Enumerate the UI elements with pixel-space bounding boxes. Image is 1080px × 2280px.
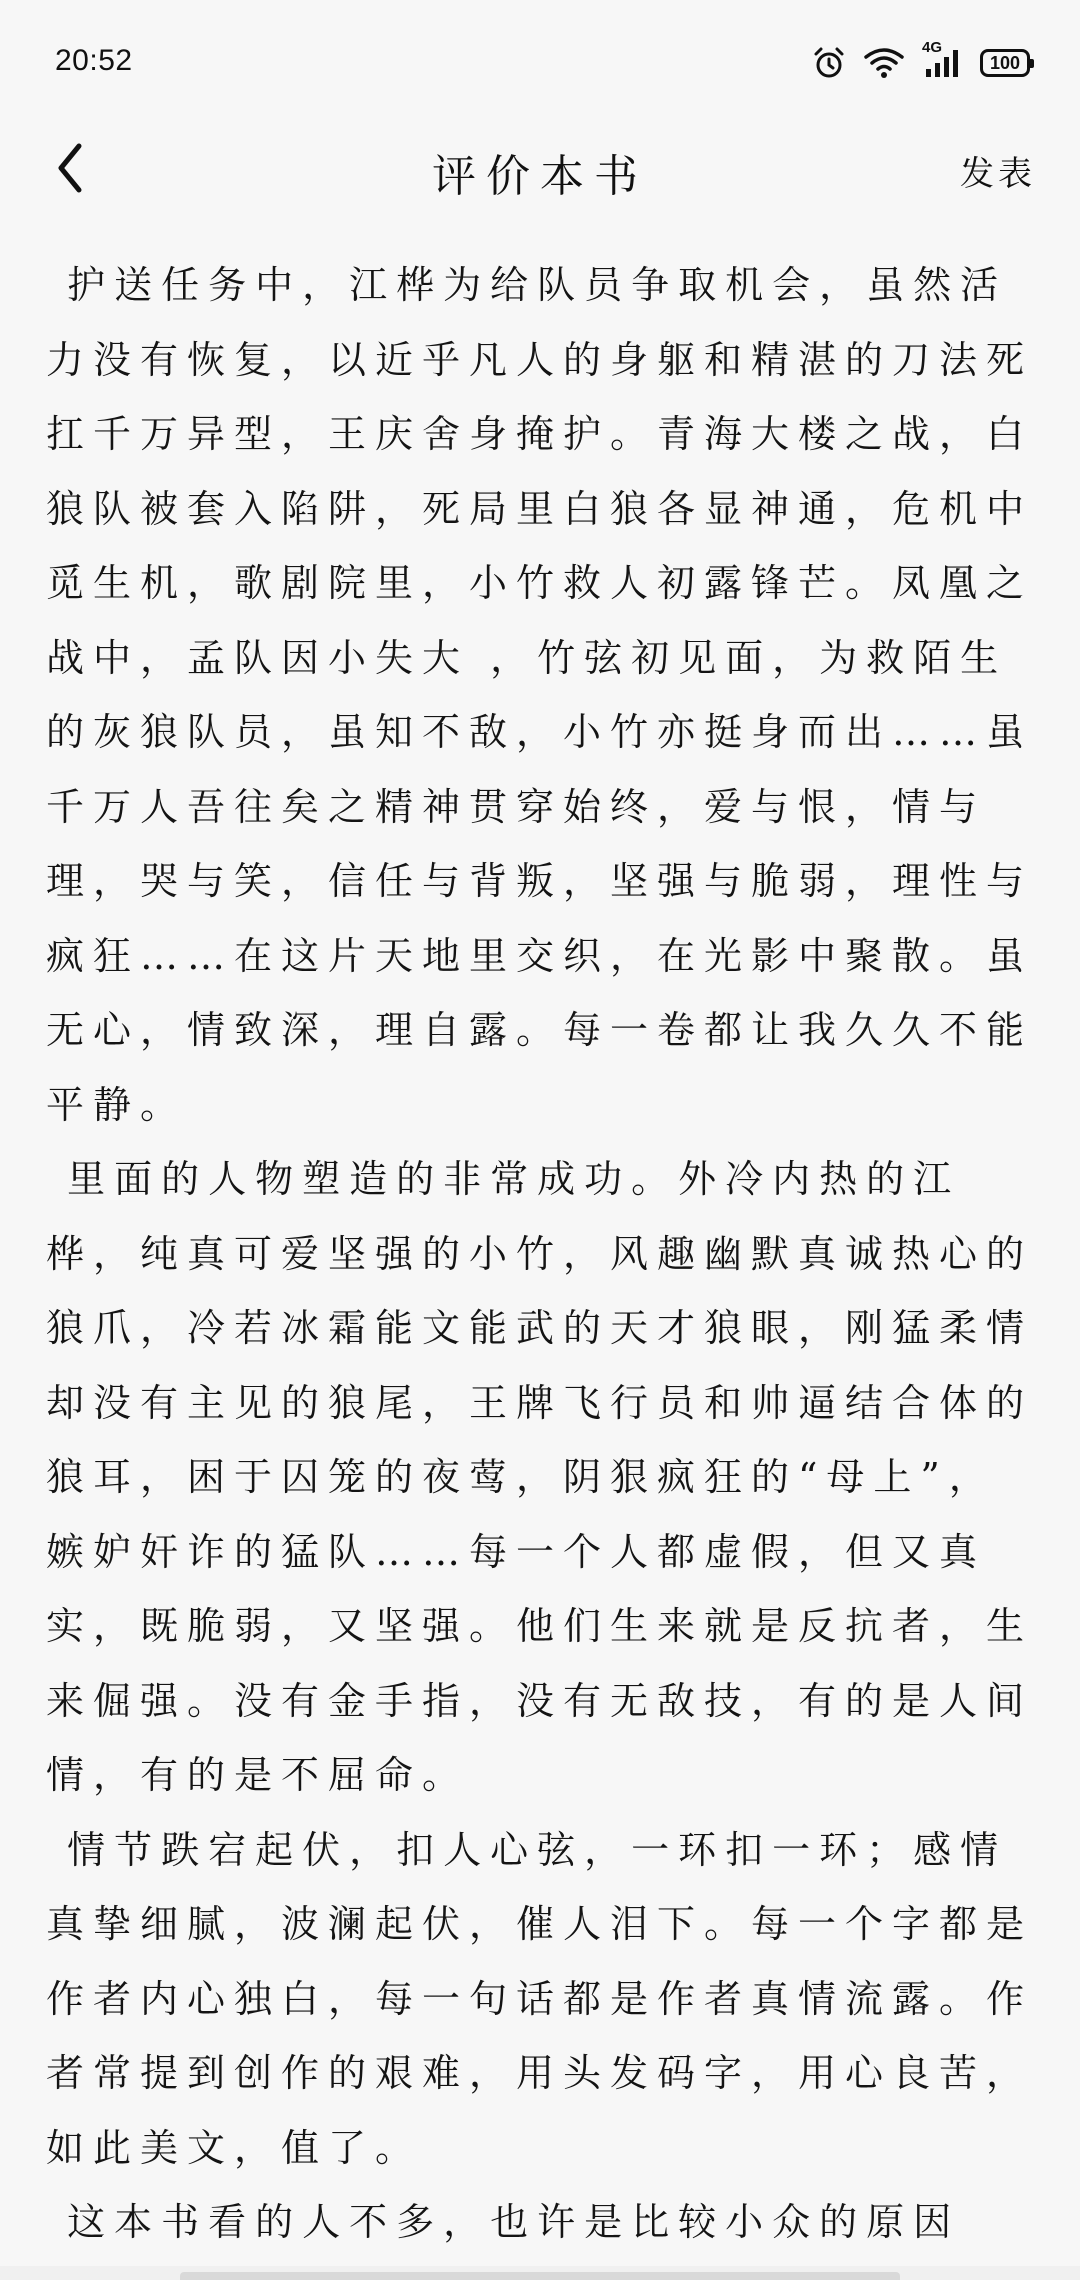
keyboard-hint-bar bbox=[180, 2272, 900, 2280]
alarm-icon bbox=[812, 46, 846, 80]
publish-button[interactable]: 发表 bbox=[960, 154, 1036, 194]
battery-level: 100 bbox=[989, 52, 1021, 73]
status-icons bbox=[812, 39, 1030, 80]
review-text-input[interactable]: 护送任务中，江桦为给队员争取机会，虽然活力没有恢复，以近乎凡人的身躯和精湛的刀法死扛千万异型，王庆舍身掩护。青海大楼之战，白狼队被套入陷阱，死局里白狼各显神通，危机中觅生机，歌剧院里，小竹救人初露锋芒。凤凰之战中，孟队因小失大 ，竹弦初见面，为救陌生的灰狼队员，虽知不敌，小竹亦挺身而出……虽千万人吾往矣之精神贯穿始终，爱与恨，情与理，哭与笑，信任与背叛，坚强与脆弱，理性与疯狂……在这片天地里交织，在光影中聚散。虽无心，情致深，理自露。每一卷都让我久久不能平静。 里面的人物塑造的非常成功。外冷内热的江桦，纯真可爱坚强的小竹，风趣幽默真诚热心的狼爪，冷若冰霜能文能武的天才狼眼，刚猛柔情却没有主见的狼尾，王牌飞行员和帅逼结合体的狼耳，困于囚笼的夜莺，阴狠疯狂的“母上”，嫉妒奸诈的猛队……每一个人都虚假，但又真实，既脆弱，又坚强。他们生来就是反抗者，生来倔强。没有金手指，没有无敌技，有的是人间情，有的是不屈命。 情节跌宕起伏，扣人心弦，一环扣一环；感情真挚细腻，波澜起伏，催人泪下。每一个字都是作者内心独白，每一句话都是作者真情流露。作者常提到创作的艰难，用头发码字，用心良苦，如此美文，值了。 这本书看的人不多，也许是比较小众的原因 bbox=[46, 263, 1034, 2244]
bottom-bar bbox=[0, 2266, 1080, 2280]
page-title: 评价本书 bbox=[432, 151, 648, 202]
status-time: 20:52 bbox=[55, 44, 133, 77]
battery-icon bbox=[980, 49, 1030, 77]
network-type: 4G bbox=[922, 39, 943, 56]
wifi-icon bbox=[864, 47, 904, 79]
signal-icon bbox=[922, 39, 962, 79]
header-bar bbox=[0, 130, 1080, 210]
status-bar bbox=[0, 0, 1080, 130]
review-editor bbox=[46, 248, 1042, 2268]
